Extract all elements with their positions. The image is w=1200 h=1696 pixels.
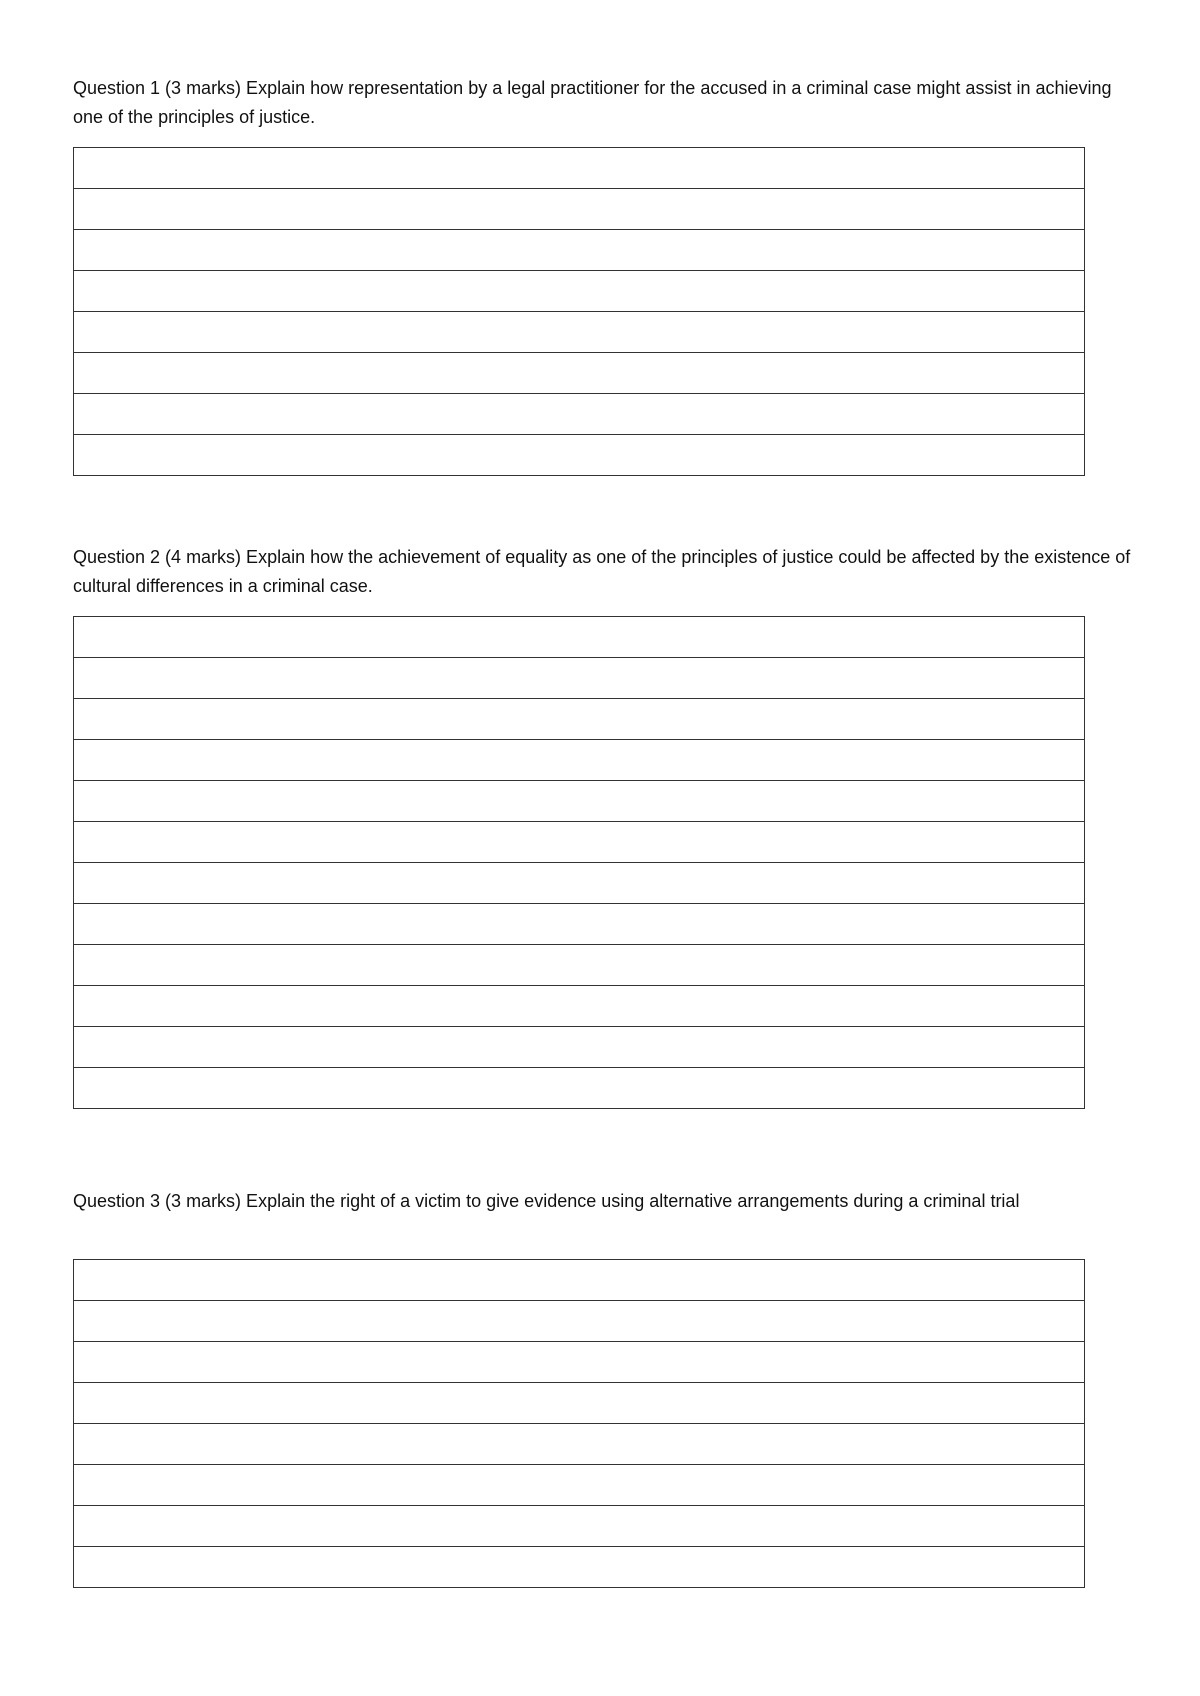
answer-line[interactable] (74, 1424, 1085, 1465)
answer-line-cell[interactable] (74, 863, 1085, 904)
answer-line[interactable] (74, 822, 1085, 863)
answer-line-cell[interactable] (74, 658, 1085, 699)
answer-line[interactable] (74, 740, 1085, 781)
answer-line[interactable] (74, 863, 1085, 904)
answer-line-cell[interactable] (74, 986, 1085, 1027)
answer-line-cell[interactable] (74, 353, 1085, 394)
answer-line-cell[interactable] (74, 1383, 1085, 1424)
answer-line-cell[interactable] (74, 1465, 1085, 1506)
answer-line[interactable] (74, 1506, 1085, 1547)
answer-line[interactable] (74, 189, 1085, 230)
answer-line-cell[interactable] (74, 1027, 1085, 1068)
question-3-answer-box[interactable] (73, 1259, 1085, 1588)
answer-line[interactable] (74, 1465, 1085, 1506)
answer-line-cell[interactable] (74, 394, 1085, 435)
answer-line[interactable] (74, 1383, 1085, 1424)
answer-line-cell[interactable] (74, 781, 1085, 822)
answer-line[interactable] (74, 1260, 1085, 1301)
answer-line-cell[interactable] (74, 189, 1085, 230)
answer-line[interactable] (74, 945, 1085, 986)
question-1-text: Question 1 (3 marks) Explain how representation by a legal practitioner for the accused in a criminal case might assist in achieving one of the principles of justice. (73, 78, 1112, 127)
answer-line-cell[interactable] (74, 271, 1085, 312)
answer-line[interactable] (74, 353, 1085, 394)
answer-line-cell[interactable] (74, 945, 1085, 986)
answer-line[interactable] (74, 148, 1085, 189)
answer-line[interactable] (74, 1342, 1085, 1383)
answer-line[interactable] (74, 986, 1085, 1027)
answer-line[interactable] (74, 658, 1085, 699)
answer-line-cell[interactable] (74, 312, 1085, 353)
answer-line[interactable] (74, 699, 1085, 740)
answer-line[interactable] (74, 904, 1085, 945)
answer-line-cell[interactable] (74, 148, 1085, 189)
question-2-text: Question 2 (4 marks) Explain how the achievement of equality as one of the principles of justice could be affected by the existence of cultural differences in a criminal case. (73, 547, 1131, 596)
answer-line[interactable] (74, 1547, 1085, 1588)
answer-line-cell[interactable] (74, 1506, 1085, 1547)
answer-line-cell[interactable] (74, 1260, 1085, 1301)
answer-line-cell[interactable] (74, 1342, 1085, 1383)
answer-line[interactable] (74, 781, 1085, 822)
answer-line-cell[interactable] (74, 822, 1085, 863)
answer-line-cell[interactable] (74, 904, 1085, 945)
answer-line-cell[interactable] (74, 1068, 1085, 1109)
answer-line[interactable] (74, 271, 1085, 312)
answer-line[interactable] (74, 230, 1085, 271)
answer-line[interactable] (74, 1068, 1085, 1109)
answer-line-cell[interactable] (74, 230, 1085, 271)
answer-line[interactable] (74, 617, 1085, 658)
answer-line[interactable] (74, 394, 1085, 435)
question-1-answer-box[interactable] (73, 147, 1085, 476)
answer-line-cell[interactable] (74, 617, 1085, 658)
answer-line-cell[interactable] (74, 740, 1085, 781)
answer-line-cell[interactable] (74, 1424, 1085, 1465)
question-2-answer-box[interactable] (73, 616, 1085, 1109)
answer-line-cell[interactable] (74, 1547, 1085, 1588)
answer-line[interactable] (74, 1027, 1085, 1068)
answer-line-cell[interactable] (74, 1301, 1085, 1342)
answer-line[interactable] (74, 435, 1085, 476)
answer-line-cell[interactable] (74, 699, 1085, 740)
answer-line[interactable] (74, 1301, 1085, 1342)
answer-line[interactable] (74, 312, 1085, 353)
question-3-text: Question 3 (3 marks) Explain the right of a victim to give evidence using alternative arrangements during a criminal trial (73, 1191, 1020, 1211)
answer-line-cell[interactable] (74, 435, 1085, 476)
